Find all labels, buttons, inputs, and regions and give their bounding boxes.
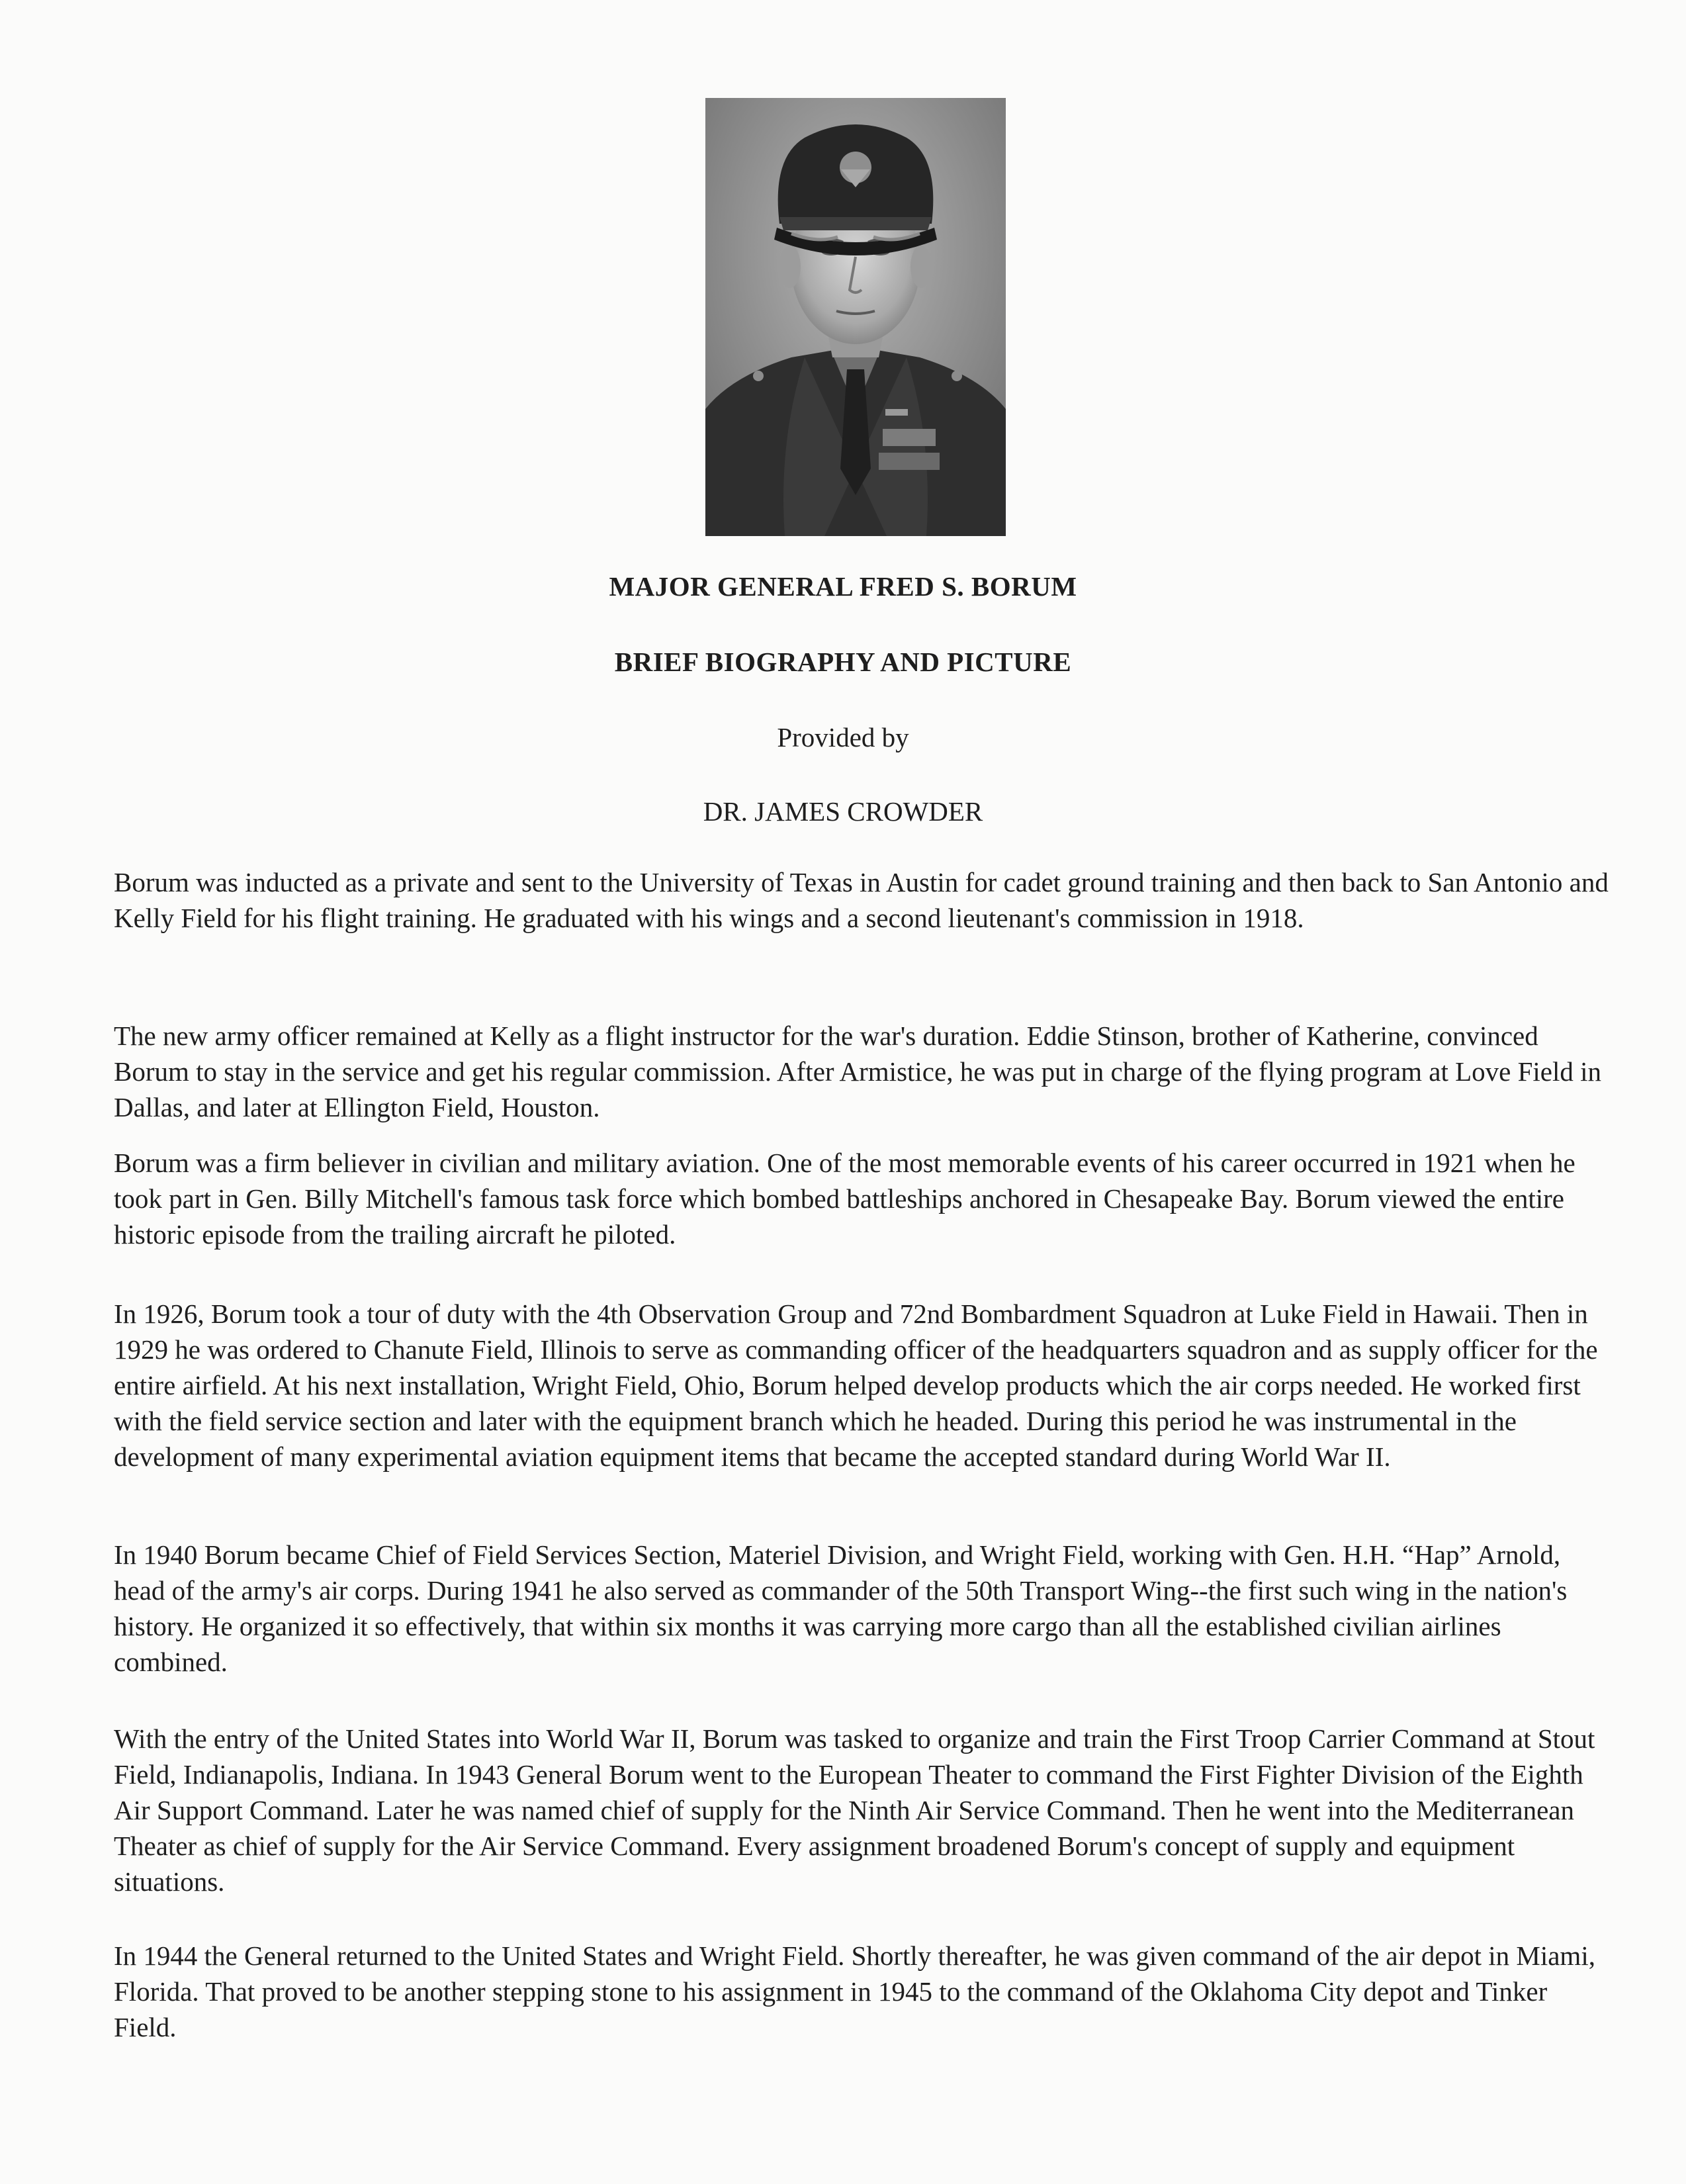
paragraph-4 bbox=[114, 1296, 1609, 1475]
paragraph-2 bbox=[114, 1018, 1609, 1125]
paragraph-6 bbox=[114, 1721, 1609, 1899]
paragraph-3 bbox=[114, 1145, 1609, 1252]
paragraph-6-text: With the entry of the United States into World War II, Borum was tasked to organize and train the First Troop Carrier Command at Stout Field, Indianapolis, Indiana. In 1943 General Borum went to the European Theater to command the First Fighter Division of the Eighth Air Support Command. Later he was named chief of supply for the Ninth Air Service Command. Then he went into the Mediterranean Theater as chief of supply for the Air Service Command. Every assignment broadened Borum's concept of supply and equipment situations. bbox=[114, 1723, 1595, 1897]
paragraph-1 bbox=[114, 864, 1609, 936]
paragraph-7 bbox=[114, 1938, 1609, 2045]
paragraph-1-text: Borum was inducted as a private and sent to the University of Texas in Austin for cadet ground training and then back to San Antonio and Kelly Field for his flight training. He graduated with his wings and a second lieutenant's commission in 1918. bbox=[114, 867, 1609, 933]
paragraph-2-text: The new army officer remained at Kelly as a flight instructor for the war's duration. Eddie Stinson, brother of Katherine, convinced Borum to stay in the service and get his regular commission. After Armistice, he was put in charge of the flying program at Love Field in Dallas, and later at Ellington Field, Houston. bbox=[114, 1021, 1602, 1122]
portrait-image bbox=[705, 98, 1006, 536]
paragraph-3-text: Borum was a firm believer in civilian and military aviation. One of the most memorable events of his career occurred in 1921 when he took part in Gen. Billy Mitchell's famous task force which bombed battleships anchored in Chesapeake Bay. Borum viewed the entire historic episode from the trailing aircraft he piloted. bbox=[114, 1148, 1575, 1250]
document-subtitle: BRIEF BIOGRAPHY AND PICTURE bbox=[614, 647, 1072, 677]
paragraph-5-text: In 1940 Borum became Chief of Field Services Section, Materiel Division, and Wright Field, working with Gen. H.H. “Hap” Arnold, head of the army's air corps. During 1941 he also served as commander of the 50th Transport Wing--the first such wing in the nation's history. He organized it so effectively, that within six months it was carrying more cargo than all the established civilian airlines combined. bbox=[114, 1539, 1568, 1677]
document-title: MAJOR GENERAL FRED S. BORUM bbox=[609, 571, 1077, 602]
paragraph-7-text: In 1944 the General returned to the United States and Wright Field. Shortly thereafter, he was given command of the air depot in Miami, Florida. That proved to be another stepping stone to his assignment in 1945 to the command of the Oklahoma City depot and Tinker Field. bbox=[114, 1940, 1595, 2042]
provided-by-label: Provided by bbox=[777, 722, 909, 752]
paragraph-5 bbox=[114, 1537, 1609, 1680]
author-name: DR. JAMES CROWDER bbox=[703, 796, 983, 827]
paragraph-4-text: In 1926, Borum took a tour of duty with the 4th Observation Group and 72nd Bombardment Squadron at Luke Field in Hawaii. Then in 1929 he was ordered to Chanute Field, Illinois to serve as commanding officer of the headquarters squadron and as supply officer for the entire airfield. At his next installation, Wright Field, Ohio, Borum helped develop products which the air corps needed. He worked first with the field service section and later with the equipment branch which he headed. During this period he was instrumental in the development of many experimental aviation equipment items that became the accepted standard during World War II. bbox=[114, 1298, 1598, 1472]
portrait-photo bbox=[705, 98, 1006, 536]
